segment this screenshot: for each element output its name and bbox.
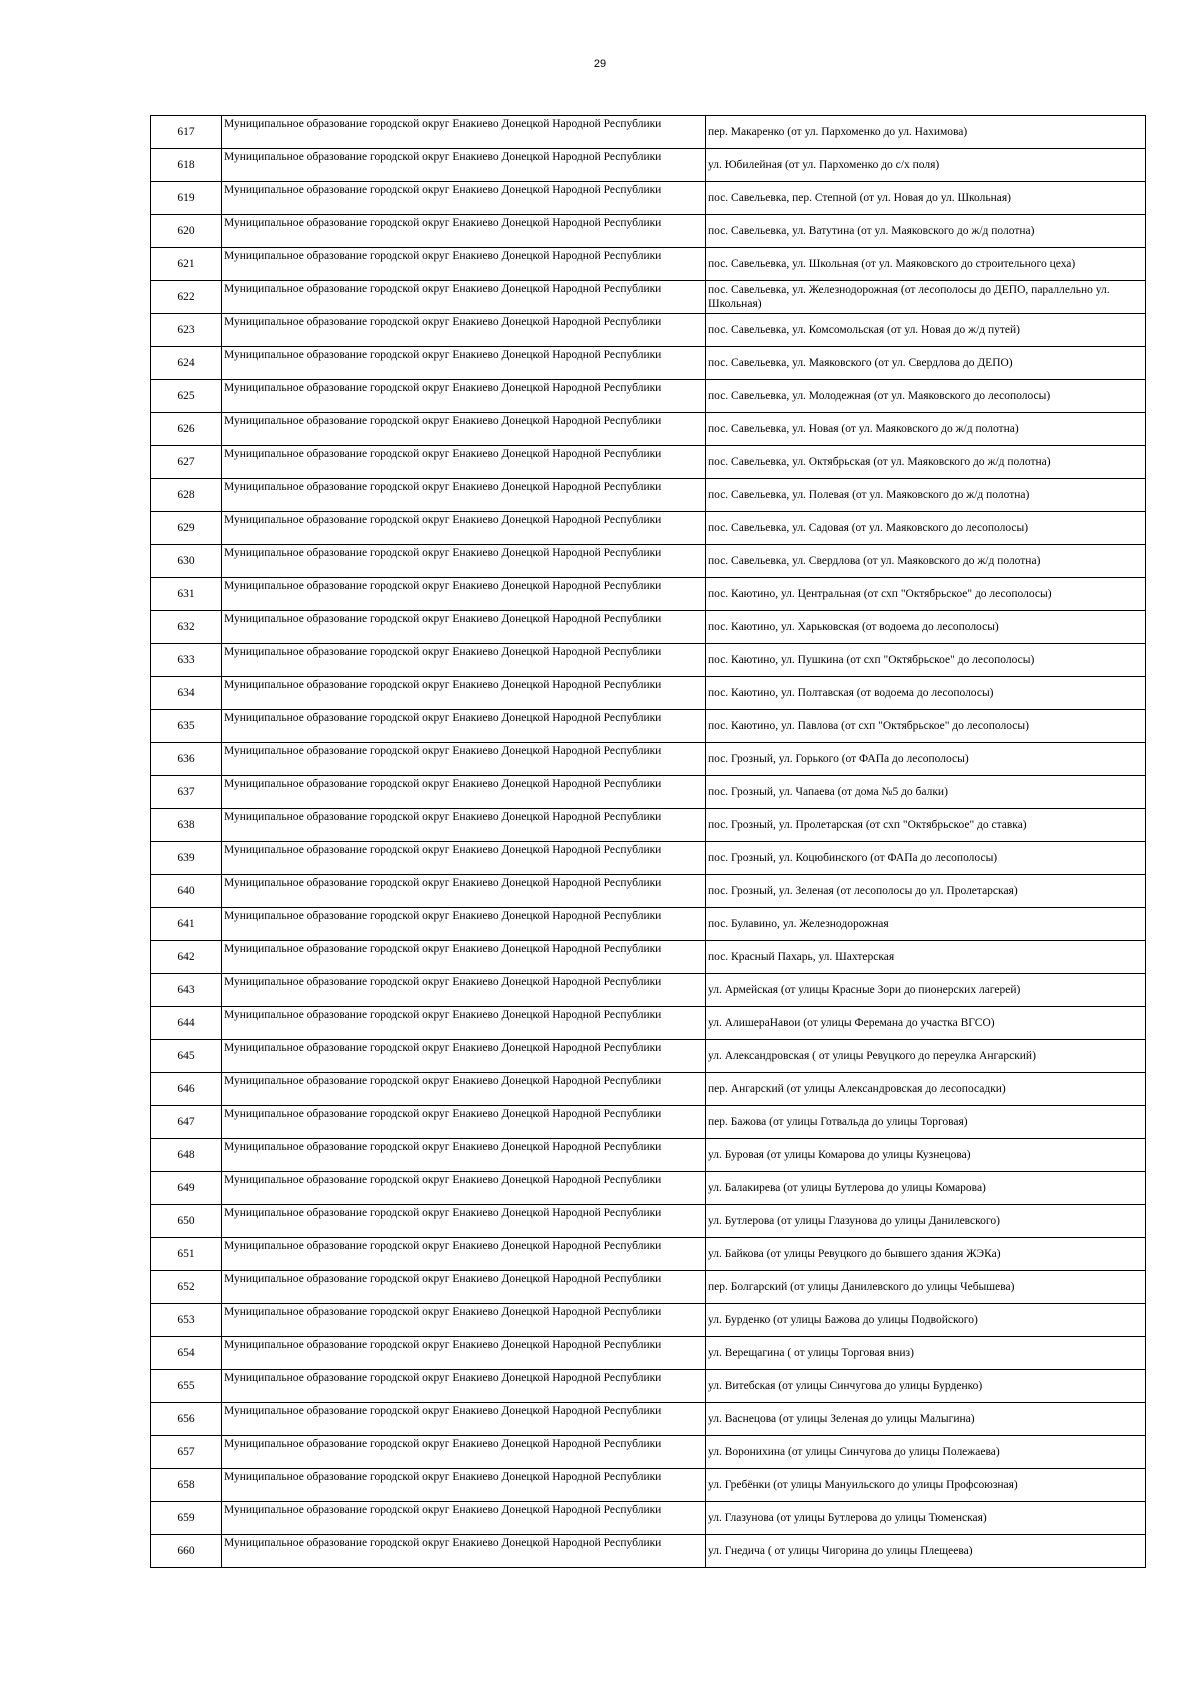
road-address-cell: пос. Булавино, ул. Железнодорожная bbox=[706, 908, 1146, 941]
row-number-cell: 639 bbox=[151, 842, 222, 875]
table-row bbox=[151, 281, 1146, 314]
table-row bbox=[151, 149, 1146, 182]
municipality-cell: Муниципальное образование городской округ Енакиево Донецкой Народной Республики bbox=[222, 347, 706, 380]
table-row bbox=[151, 182, 1146, 215]
row-number-cell: 647 bbox=[151, 1106, 222, 1139]
municipality-cell: Муниципальное образование городской округ Енакиево Донецкой Народной Республики bbox=[222, 1370, 706, 1403]
road-address-cell: пос. Каютино, ул. Центральная (от схп "Октябрьское" до лесополосы) bbox=[706, 578, 1146, 611]
road-address-cell: пос. Грозный, ул. Горького (от ФАПа до лесополосы) bbox=[706, 743, 1146, 776]
road-address-cell: пос. Грозный, ул. Зеленая (от лесополосы до ул. Пролетарская) bbox=[706, 875, 1146, 908]
municipality-cell: Муниципальное образование городской округ Енакиево Донецкой Народной Республики bbox=[222, 1106, 706, 1139]
road-address-cell: ул. АлишераНавои (от улицы Феремана до участка ВГСО) bbox=[706, 1007, 1146, 1040]
row-number-cell: 650 bbox=[151, 1205, 222, 1238]
table-row bbox=[151, 776, 1146, 809]
municipality-cell: Муниципальное образование городской округ Енакиево Донецкой Народной Республики bbox=[222, 215, 706, 248]
row-number-cell: 624 bbox=[151, 347, 222, 380]
table-row bbox=[151, 1040, 1146, 1073]
table-row bbox=[151, 1106, 1146, 1139]
road-address-cell: пос. Савельевка, ул. Октябрьская (от ул. Маяковского до ж/д полотна) bbox=[706, 446, 1146, 479]
row-number-cell: 660 bbox=[151, 1535, 222, 1568]
road-address-cell: пер. Ангарский (от улицы Александровская до лесопосадки) bbox=[706, 1073, 1146, 1106]
municipality-cell: Муниципальное образование городской округ Енакиево Донецкой Народной Республики bbox=[222, 446, 706, 479]
municipality-cell: Муниципальное образование городской округ Енакиево Донецкой Народной Республики bbox=[222, 611, 706, 644]
municipality-cell: Муниципальное образование городской округ Енакиево Донецкой Народной Республики bbox=[222, 1469, 706, 1502]
road-address-cell: ул. Байкова (от улицы Ревуцкого до бывшего здания ЖЭКа) bbox=[706, 1238, 1146, 1271]
municipality-cell: Муниципальное образование городской округ Енакиево Донецкой Народной Республики bbox=[222, 512, 706, 545]
table-row bbox=[151, 1403, 1146, 1436]
row-number-cell: 644 bbox=[151, 1007, 222, 1040]
road-address-cell: пос. Грозный, ул. Пролетарская (от схп "Октябрьское" до ставка) bbox=[706, 809, 1146, 842]
row-number-cell: 653 bbox=[151, 1304, 222, 1337]
row-number-cell: 630 bbox=[151, 545, 222, 578]
municipality-cell: Муниципальное образование городской округ Енакиево Донецкой Народной Республики bbox=[222, 776, 706, 809]
road-address-cell: ул. Армейская (от улицы Красные Зори до пионерских лагерей) bbox=[706, 974, 1146, 1007]
road-address-cell: ул. Бурденко (от улицы Бажова до улицы Подвойского) bbox=[706, 1304, 1146, 1337]
table-row bbox=[151, 809, 1146, 842]
row-number-cell: 631 bbox=[151, 578, 222, 611]
table-row bbox=[151, 347, 1146, 380]
road-address-cell: ул. Гребёнки (от улицы Мануильского до улицы Профсоюзная) bbox=[706, 1469, 1146, 1502]
municipality-cell: Муниципальное образование городской округ Енакиево Донецкой Народной Республики bbox=[222, 314, 706, 347]
municipality-cell: Муниципальное образование городской округ Енакиево Донецкой Народной Республики bbox=[222, 116, 706, 149]
row-number-cell: 657 bbox=[151, 1436, 222, 1469]
road-address-cell: пер. Болгарский (от улицы Данилевского до улицы Чебышева) bbox=[706, 1271, 1146, 1304]
municipality-cell: Муниципальное образование городской округ Енакиево Донецкой Народной Республики bbox=[222, 875, 706, 908]
row-number-cell: 643 bbox=[151, 974, 222, 1007]
road-address-cell: пос. Грозный, ул. Чапаева (от дома №5 до балки) bbox=[706, 776, 1146, 809]
municipality-cell: Муниципальное образование городской округ Енакиево Донецкой Народной Республики bbox=[222, 1073, 706, 1106]
municipality-cell: Муниципальное образование городской округ Енакиево Донецкой Народной Республики bbox=[222, 1205, 706, 1238]
municipality-cell: Муниципальное образование городской округ Енакиево Донецкой Народной Республики bbox=[222, 974, 706, 1007]
page-number: 29 bbox=[593, 58, 607, 70]
municipality-cell: Муниципальное образование городской округ Енакиево Донецкой Народной Республики bbox=[222, 1337, 706, 1370]
road-address-cell: пос. Савельевка, ул. Свердлова (от ул. Маяковского до ж/д полотна) bbox=[706, 545, 1146, 578]
municipality-cell: Муниципальное образование городской округ Енакиево Донецкой Народной Республики bbox=[222, 1238, 706, 1271]
row-number-cell: 658 bbox=[151, 1469, 222, 1502]
municipality-cell: Муниципальное образование городской округ Енакиево Донецкой Народной Республики bbox=[222, 644, 706, 677]
row-number-cell: 629 bbox=[151, 512, 222, 545]
table-row bbox=[151, 941, 1146, 974]
municipality-cell: Муниципальное образование городской округ Енакиево Донецкой Народной Республики bbox=[222, 1040, 706, 1073]
row-number-cell: 628 bbox=[151, 479, 222, 512]
road-address-cell: пос. Савельевка, ул. Новая (от ул. Маяковского до ж/д полотна) bbox=[706, 413, 1146, 446]
table-row bbox=[151, 248, 1146, 281]
municipality-cell: Муниципальное образование городской округ Енакиево Донецкой Народной Республики bbox=[222, 1172, 706, 1205]
table-row bbox=[151, 1205, 1146, 1238]
table-row bbox=[151, 1238, 1146, 1271]
road-address-cell: пос. Грозный, ул. Коцюбинского (от ФАПа до лесополосы) bbox=[706, 842, 1146, 875]
road-address-cell: пер. Макаренко (от ул. Пархоменко до ул. Нахимова) bbox=[706, 116, 1146, 149]
road-address-cell: пос. Красный Пахарь, ул. Шахтерская bbox=[706, 941, 1146, 974]
municipality-cell: Муниципальное образование городской округ Енакиево Донецкой Народной Республики bbox=[222, 380, 706, 413]
road-address-cell: пос. Каютино, ул. Полтавская (от водоема до лесополосы) bbox=[706, 677, 1146, 710]
municipality-cell: Муниципальное образование городской округ Енакиево Донецкой Народной Республики bbox=[222, 1007, 706, 1040]
municipality-cell: Муниципальное образование городской округ Енакиево Донецкой Народной Республики bbox=[222, 1502, 706, 1535]
table-row bbox=[151, 842, 1146, 875]
road-address-cell: пос. Каютино, ул. Пушкина (от схп "Октябрьское" до лесополосы) bbox=[706, 644, 1146, 677]
table-row bbox=[151, 1370, 1146, 1403]
table-row bbox=[151, 1436, 1146, 1469]
row-number-cell: 627 bbox=[151, 446, 222, 479]
row-number-cell: 645 bbox=[151, 1040, 222, 1073]
table-row bbox=[151, 677, 1146, 710]
municipality-cell: Муниципальное образование городской округ Енакиево Донецкой Народной Республики bbox=[222, 1139, 706, 1172]
table-row bbox=[151, 710, 1146, 743]
row-number-cell: 618 bbox=[151, 149, 222, 182]
road-address-cell: ул. Балакирева (от улицы Бутлерова до улицы Комарова) bbox=[706, 1172, 1146, 1205]
table-row bbox=[151, 512, 1146, 545]
row-number-cell: 648 bbox=[151, 1139, 222, 1172]
road-address-cell: ул. Верещагина ( от улицы Торговая вниз) bbox=[706, 1337, 1146, 1370]
table-row bbox=[151, 1007, 1146, 1040]
row-number-cell: 617 bbox=[151, 116, 222, 149]
table-row bbox=[151, 1304, 1146, 1337]
road-address-cell: пос. Савельевка, ул. Молодежная (от ул. Маяковского до лесополосы) bbox=[706, 380, 1146, 413]
road-address-cell: пос. Каютино, ул. Павлова (от схп "Октябрьское" до лесополосы) bbox=[706, 710, 1146, 743]
road-address-cell: пос. Савельевка, ул. Комсомольская (от ул. Новая до ж/д путей) bbox=[706, 314, 1146, 347]
road-address-cell: пос. Савельевка, ул. Садовая (от ул. Маяковского до лесополосы) bbox=[706, 512, 1146, 545]
row-number-cell: 625 bbox=[151, 380, 222, 413]
municipality-cell: Муниципальное образование городской округ Енакиево Донецкой Народной Республики bbox=[222, 1271, 706, 1304]
road-address-cell: пос. Савельевка, пер. Степной (от ул. Новая до ул. Школьная) bbox=[706, 182, 1146, 215]
road-address-cell: пос. Каютино, ул. Харьковская (от водоема до лесополосы) bbox=[706, 611, 1146, 644]
table-row bbox=[151, 1271, 1146, 1304]
row-number-cell: 641 bbox=[151, 908, 222, 941]
row-number-cell: 637 bbox=[151, 776, 222, 809]
road-address-cell: ул. Витебская (от улицы Синчугова до улицы Бурденко) bbox=[706, 1370, 1146, 1403]
road-address-cell: пер. Бажова (от улицы Готвальда до улицы Торговая) bbox=[706, 1106, 1146, 1139]
road-address-cell: ул. Бутлерова (от улицы Глазунова до улицы Данилевского) bbox=[706, 1205, 1146, 1238]
municipality-cell: Муниципальное образование городской округ Енакиево Донецкой Народной Республики bbox=[222, 182, 706, 215]
road-address-cell: ул. Глазунова (от улицы Бутлерова до улицы Тюменская) bbox=[706, 1502, 1146, 1535]
table-row bbox=[151, 1535, 1146, 1568]
row-number-cell: 619 bbox=[151, 182, 222, 215]
row-number-cell: 622 bbox=[151, 281, 222, 314]
table-row bbox=[151, 545, 1146, 578]
row-number-cell: 646 bbox=[151, 1073, 222, 1106]
row-number-cell: 636 bbox=[151, 743, 222, 776]
road-address-cell: пос. Савельевка, ул. Маяковского (от ул. Свердлова до ДЕПО) bbox=[706, 347, 1146, 380]
municipality-cell: Муниципальное образование городской округ Енакиево Донецкой Народной Республики bbox=[222, 842, 706, 875]
road-address-cell: пос. Савельевка, ул. Полевая (от ул. Маяковского до ж/д полотна) bbox=[706, 479, 1146, 512]
municipality-cell: Муниципальное образование городской округ Енакиево Донецкой Народной Республики bbox=[222, 545, 706, 578]
road-address-cell: пос. Савельевка, ул. Ватутина (от ул. Маяковского до ж/д полотна) bbox=[706, 215, 1146, 248]
road-address-cell: ул. Воронихина (от улицы Синчугова до улицы Полежаева) bbox=[706, 1436, 1146, 1469]
row-number-cell: 620 bbox=[151, 215, 222, 248]
table-row bbox=[151, 380, 1146, 413]
row-number-cell: 621 bbox=[151, 248, 222, 281]
row-number-cell: 652 bbox=[151, 1271, 222, 1304]
municipality-cell: Муниципальное образование городской округ Енакиево Донецкой Народной Республики bbox=[222, 908, 706, 941]
table-row bbox=[151, 974, 1146, 1007]
road-address-cell: ул. Васнецова (от улицы Зеленая до улицы Малыгина) bbox=[706, 1403, 1146, 1436]
table-row bbox=[151, 215, 1146, 248]
table-row bbox=[151, 875, 1146, 908]
row-number-cell: 632 bbox=[151, 611, 222, 644]
table-row bbox=[151, 413, 1146, 446]
table-row bbox=[151, 1337, 1146, 1370]
registry-table-body bbox=[151, 116, 1146, 1568]
table-row bbox=[151, 611, 1146, 644]
road-address-cell: ул. Юбилейная (от ул. Пархоменко до с/х поля) bbox=[706, 149, 1146, 182]
row-number-cell: 623 bbox=[151, 314, 222, 347]
table-row bbox=[151, 1469, 1146, 1502]
row-number-cell: 634 bbox=[151, 677, 222, 710]
municipality-cell: Муниципальное образование городской округ Енакиево Донецкой Народной Республики bbox=[222, 1535, 706, 1568]
municipality-cell: Муниципальное образование городской округ Енакиево Донецкой Народной Республики bbox=[222, 743, 706, 776]
table-row bbox=[151, 446, 1146, 479]
road-address-cell: ул. Александровская ( от улицы Ревуцкого до переулка Ангарский) bbox=[706, 1040, 1146, 1073]
table-row bbox=[151, 1172, 1146, 1205]
row-number-cell: 649 bbox=[151, 1172, 222, 1205]
row-number-cell: 626 bbox=[151, 413, 222, 446]
table-row bbox=[151, 1139, 1146, 1172]
municipality-cell: Муниципальное образование городской округ Енакиево Донецкой Народной Республики bbox=[222, 413, 706, 446]
road-address-cell: пос. Савельевка, ул. Железнодорожная (от лесополосы до ДЕПО, параллельно ул. Школьная) bbox=[706, 281, 1146, 314]
roads-registry-table bbox=[150, 115, 1146, 1568]
row-number-cell: 640 bbox=[151, 875, 222, 908]
municipality-cell: Муниципальное образование городской округ Енакиево Донецкой Народной Республики bbox=[222, 248, 706, 281]
row-number-cell: 635 bbox=[151, 710, 222, 743]
row-number-cell: 659 bbox=[151, 1502, 222, 1535]
row-number-cell: 633 bbox=[151, 644, 222, 677]
municipality-cell: Муниципальное образование городской округ Енакиево Донецкой Народной Республики bbox=[222, 1304, 706, 1337]
municipality-cell: Муниципальное образование городской округ Енакиево Донецкой Народной Республики bbox=[222, 941, 706, 974]
municipality-cell: Муниципальное образование городской округ Енакиево Донецкой Народной Республики bbox=[222, 710, 706, 743]
municipality-cell: Муниципальное образование городской округ Енакиево Донецкой Народной Республики bbox=[222, 479, 706, 512]
road-address-cell: ул. Буровая (от улицы Комарова до улицы Кузнецова) bbox=[706, 1139, 1146, 1172]
municipality-cell: Муниципальное образование городской округ Енакиево Донецкой Народной Республики bbox=[222, 281, 706, 314]
road-address-cell: ул. Гнедича ( от улицы Чигорина до улицы Плещеева) bbox=[706, 1535, 1146, 1568]
row-number-cell: 651 bbox=[151, 1238, 222, 1271]
municipality-cell: Муниципальное образование городской округ Енакиево Донецкой Народной Республики bbox=[222, 1403, 706, 1436]
row-number-cell: 655 bbox=[151, 1370, 222, 1403]
row-number-cell: 638 bbox=[151, 809, 222, 842]
municipality-cell: Муниципальное образование городской округ Енакиево Донецкой Народной Республики bbox=[222, 1436, 706, 1469]
municipality-cell: Муниципальное образование городской округ Енакиево Донецкой Народной Республики bbox=[222, 809, 706, 842]
municipality-cell: Муниципальное образование городской округ Енакиево Донецкой Народной Республики bbox=[222, 677, 706, 710]
table-row bbox=[151, 578, 1146, 611]
table-row bbox=[151, 314, 1146, 347]
table-row bbox=[151, 116, 1146, 149]
row-number-cell: 642 bbox=[151, 941, 222, 974]
table-row bbox=[151, 479, 1146, 512]
table-row bbox=[151, 743, 1146, 776]
table-row bbox=[151, 908, 1146, 941]
table-row bbox=[151, 1073, 1146, 1106]
municipality-cell: Муниципальное образование городской округ Енакиево Донецкой Народной Республики bbox=[222, 149, 706, 182]
table-row bbox=[151, 644, 1146, 677]
table-row bbox=[151, 1502, 1146, 1535]
road-address-cell: пос. Савельевка, ул. Школьная (от ул. Маяковского до строительного цеха) bbox=[706, 248, 1146, 281]
row-number-cell: 654 bbox=[151, 1337, 222, 1370]
municipality-cell: Муниципальное образование городской округ Енакиево Донецкой Народной Республики bbox=[222, 578, 706, 611]
row-number-cell: 656 bbox=[151, 1403, 222, 1436]
